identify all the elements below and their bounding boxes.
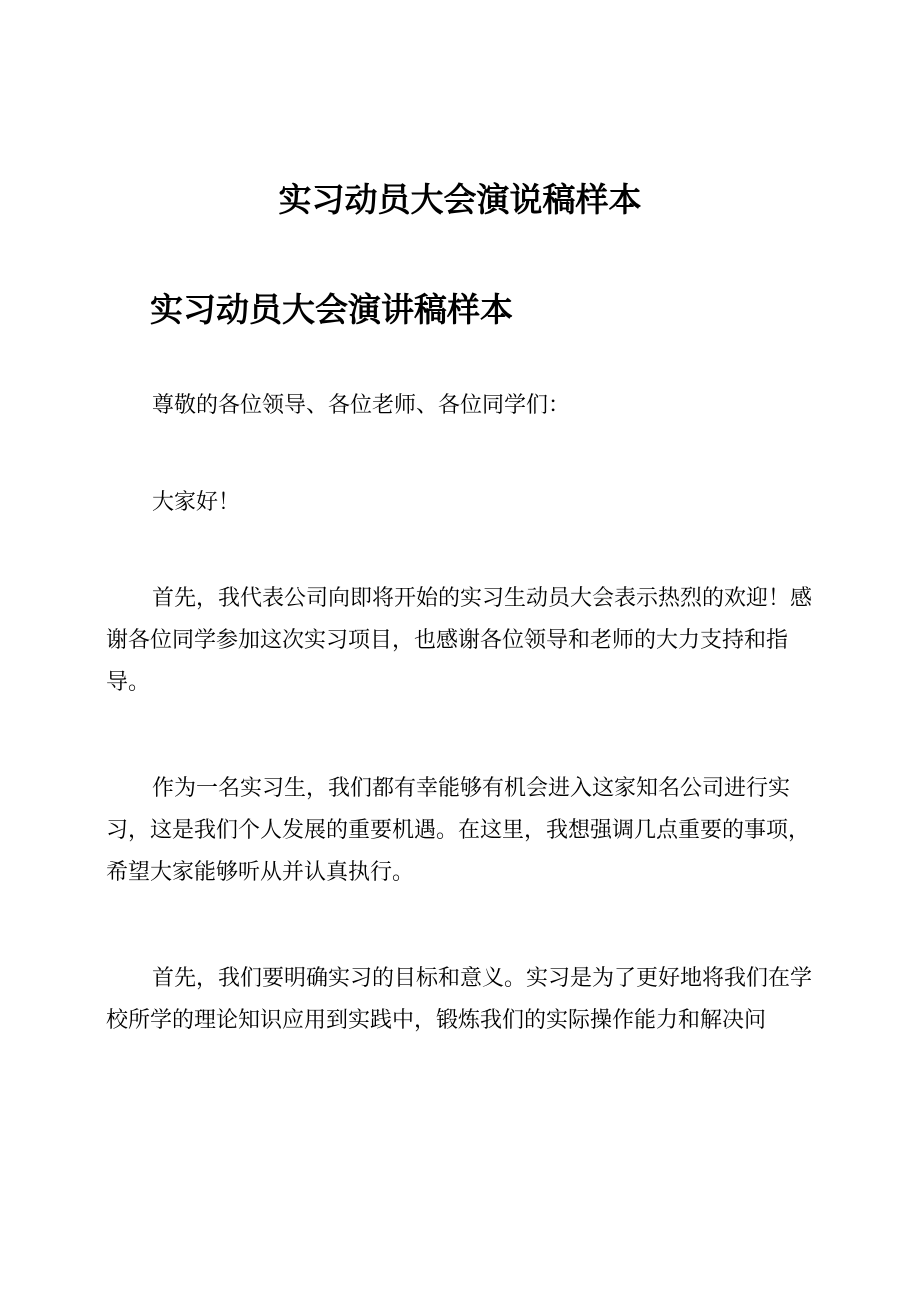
salutation: 尊敬的各位领导、各位老师、各位同学们： bbox=[152, 393, 571, 418]
greeting: 大家好！ bbox=[152, 490, 241, 515]
paragraph: 首先，我代表公司向即将开始的实习生动员大会表示热烈的欢迎！感谢各位同学参加这次实习项目，也感谢各位领导和老师的大力支持和指导。 bbox=[106, 586, 813, 695]
document-title: 实习动员大会演说稿样本 bbox=[278, 180, 642, 219]
paragraph: 首先，我们要明确实习的目标和意义。实习是为了更好地将我们在学校所学的理论知识应用到实践中，锻炼我们的实际操作能力和解决问 bbox=[106, 966, 813, 1033]
paragraph: 作为一名实习生，我们都有幸能够有机会进入这家知名公司进行实习，这是我们个人发展的重要机遇。在这里，我想强调几点重要的事项，希望大家能够听从并认真执行。 bbox=[106, 776, 811, 885]
document-subtitle: 实习动员大会演讲稿样本 bbox=[150, 290, 513, 329]
